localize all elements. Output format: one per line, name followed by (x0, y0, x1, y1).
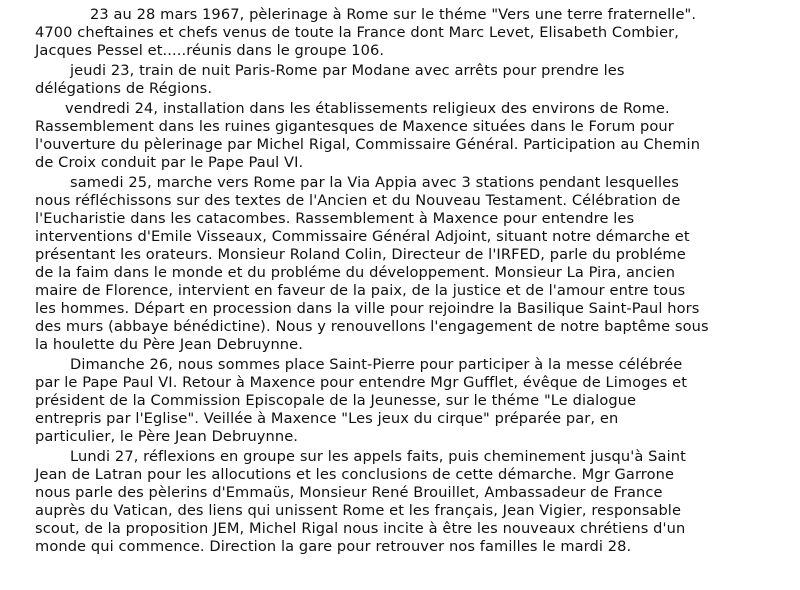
text-line: auprès du Vatican, des liens qui unissent Rome et les français, Jean Vigier, responsable (35, 502, 682, 519)
text-line: Dimanche 26, nous sommes place Saint-Pierre pour participer à la messe célébrée (70, 356, 683, 373)
text-line: 23 au 28 mars 1967, pèlerinage à Rome sur le théme "Vers une terre fraternelle". (90, 6, 697, 23)
text-line: de Croix conduit par le Pape Paul VI. (35, 154, 304, 171)
text-line: présentant les orateurs. Monsieur Roland Colin, Directeur de l'IRFED, parle du probléme (35, 246, 686, 263)
text-line: président de la Commission Episcopale de la Jeunesse, sur le théme "Le dialogue (35, 392, 637, 409)
text-line: Jean de Latran pour les allocutions et les conclusions de cette démarche. Mgr Garrone (35, 466, 675, 483)
text-line: particulier, le Père Jean Debruynne. (35, 428, 299, 445)
text-line: des murs (abbaye bénédictine). Nous y renouvellons l'engagement de notre baptême sous (35, 318, 709, 335)
text-line: interventions d'Emile Visseaux, Commissaire Général Adjoint, situant notre démarche et (35, 228, 690, 245)
text-line: Jacques Pessel et.....réunis dans le groupe 106. (35, 42, 385, 59)
text-line: l'ouverture du pèlerinage par Michel Rigal, Commissaire Général. Participation au Chemin (35, 136, 701, 153)
text-line: par le Pape Paul VI. Retour à Maxence pour entendre Mgr Gufflet, évêque de Limoges et (35, 374, 688, 391)
text-line: de la faim dans le monde et du probléme du développement. Monsieur La Pira, ancien (35, 264, 676, 281)
text-line: vendredi 24, installation dans les établissements religieux des environs de Rome. (65, 100, 670, 117)
text-line: délégations de Régions. (35, 80, 213, 97)
text-line: les hommes. Départ en procession dans la ville pour rejoindre la Basilique Saint-Paul hors (35, 300, 700, 317)
text-line: maire de Florence, intervient en faveur de la paix, de la justice et de l'amour entre tous (35, 282, 686, 299)
text-line: la houlette du Père Jean Debruynne. (35, 336, 303, 353)
text-line: scout, de la proposition JEM, Michel Rigal nous incite à être les nouveaux chrétiens d'un (35, 520, 686, 537)
text-line: samedi 25, marche vers Rome par la Via Appia avec 3 stations pendant lesquelles (70, 174, 679, 191)
text-line: Lundi 27, réflexions en groupe sur les appels faits, puis cheminement jusqu'à Saint (70, 448, 686, 465)
text-line: nous parle des pèlerins d'Emmaüs, Monsieur René Brouillet, Ambassadeur de France (35, 484, 663, 501)
text-line: 4700 cheftaines et chefs venus de toute la France dont Marc Levet, Elisabeth Combier, (35, 24, 679, 41)
text-line: entrepris par l'Eglise". Veillée à Maxence "Les jeux du cirque" préparée par, en (35, 410, 619, 427)
text-line: Rassemblement dans les ruines gigantesques de Maxence situées dans le Forum pour (35, 118, 674, 135)
text-line: monde qui commence. Direction la gare pour retrouver nos familles le mardi 28. (35, 538, 632, 555)
text-line: jeudi 23, train de nuit Paris-Rome par Modane avec arrêts pour prendre les (70, 62, 625, 79)
text-line: l'Eucharistie dans les catacombes. Rassemblement à Maxence pour entendre les (35, 210, 635, 227)
text-line: nous réfléchissons sur des textes de l'Ancien et du Nouveau Testament. Célébration de (35, 192, 681, 209)
